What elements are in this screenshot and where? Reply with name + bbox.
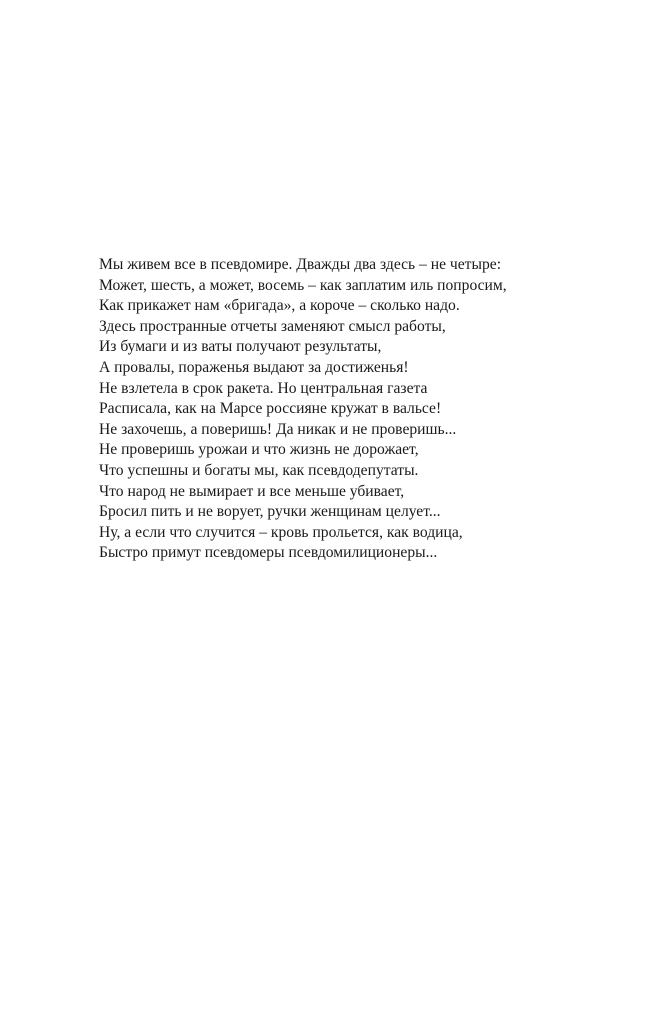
poem-line: Может, шесть, а может, восемь – как заплатим иль попросим, (99, 276, 507, 294)
poem-line: Быстро примут псевдомеры псевдомилиционеры... (99, 544, 438, 562)
poem-line: Бросил пить и не ворует, ручки женщинам целует... (99, 503, 441, 521)
poem-line: Из бумаги и из ваты получают результаты, (99, 338, 382, 356)
poem-line: Не взлетела в срок ракета. Но центральная газета (99, 379, 428, 397)
poem-line: Здесь пространные отчеты заменяют смысл работы, (99, 317, 446, 335)
poem-text (99, 255, 507, 564)
poem-line: Мы живем все в псевдомире. Дважды два здесь – не четыре: (99, 256, 502, 273)
poem-line: Не захочешь, а поверишь! Да никак и не проверишь... (99, 420, 457, 438)
poem-line: Расписала, как на Марсе россияне кружат в вальсе! (99, 400, 442, 418)
poem-line: Что успешны и богаты мы, как псевдодепутаты. (99, 461, 419, 479)
poem-line: Ну, а если что случится – кровь прольется, как водица, (99, 523, 463, 541)
poem-line: Что народ не вымирает и все меньше убивает, (99, 482, 405, 500)
poem-line: Не проверишь урожаи и что жизнь не дорожает, (99, 441, 419, 459)
poem-line: Как прикажет нам «бригада», а короче – сколько надо. (99, 297, 460, 315)
poem-line: А провалы, пораженья выдают за достиженья! (99, 358, 409, 376)
